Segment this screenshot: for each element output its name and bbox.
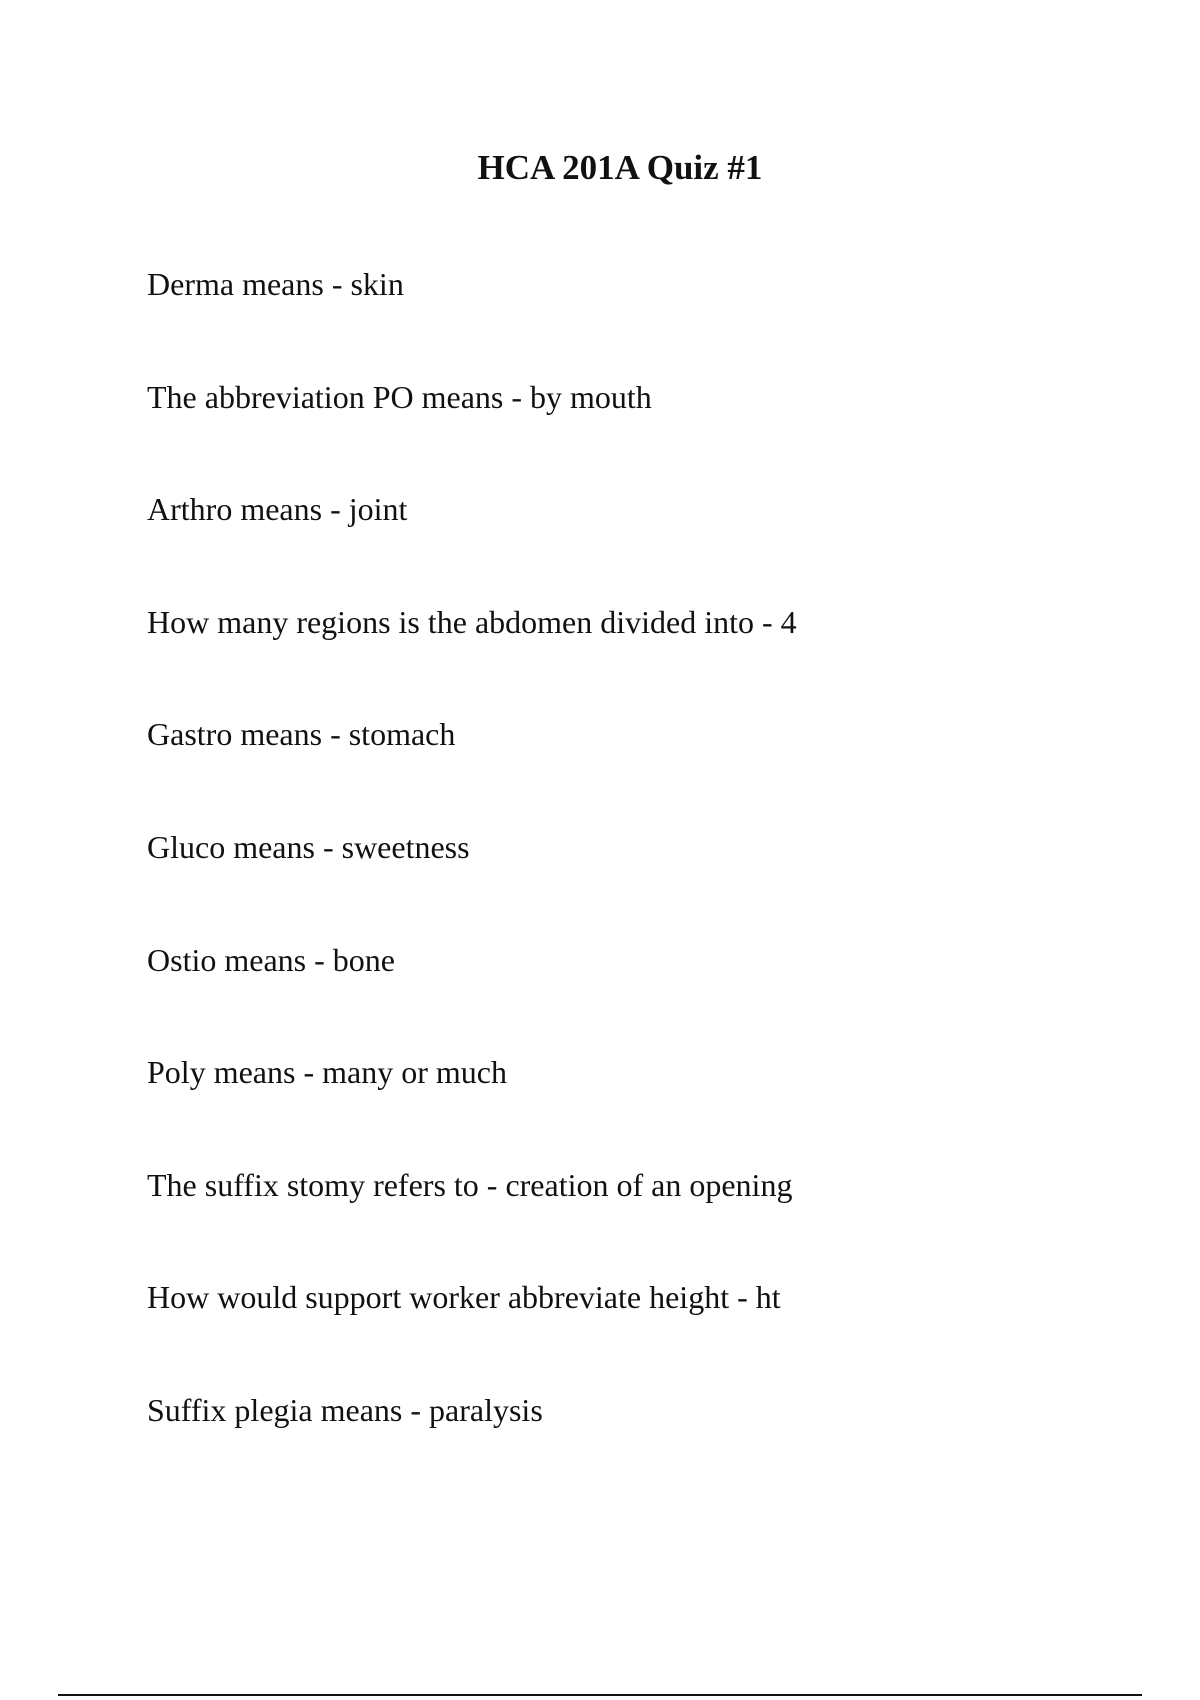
quiz-item: Poly means - many or much <box>147 1054 507 1091</box>
quiz-item: Derma means - skin <box>147 266 404 302</box>
quiz-item: The abbreviation PO means - by mouth <box>147 378 652 415</box>
quiz-item: Suffix plegia means - paralysis <box>147 1391 543 1428</box>
quiz-item: Arthro means - joint <box>147 491 408 528</box>
quiz-item: How many regions is the abdomen divided into - 4 <box>147 603 797 640</box>
footer-divider <box>58 1694 1142 1696</box>
page-title: HCA 201A Quiz #1 <box>477 148 763 187</box>
quiz-item: Ostio means - bone <box>147 941 395 978</box>
quiz-item: The suffix stomy refers to - creation of an opening <box>147 1166 793 1203</box>
quiz-item: Gastro means - stomach <box>147 716 456 753</box>
quiz-item: Gluco means - sweetness <box>147 828 470 865</box>
quiz-item: How would support worker abbreviate height - ht <box>147 1279 781 1316</box>
quiz-answer-list <box>147 262 797 1501</box>
